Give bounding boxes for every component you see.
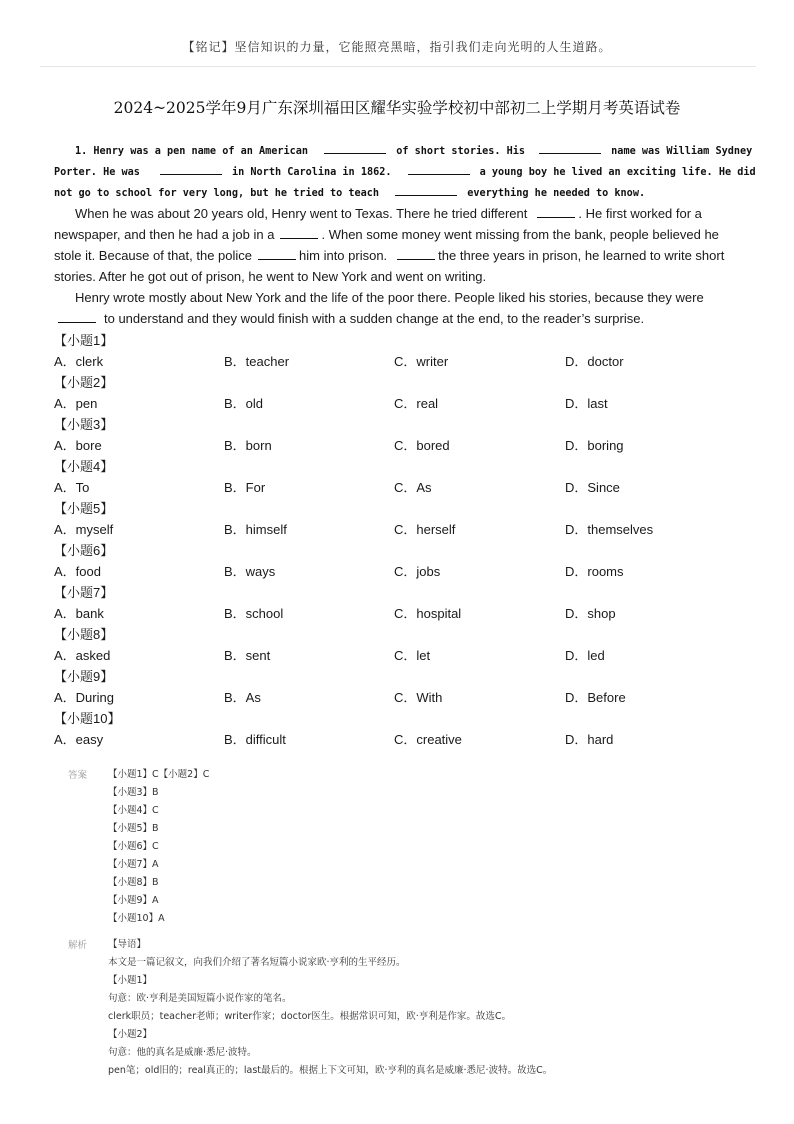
option-b[interactable]: B．himself [224,522,287,537]
option-a[interactable]: A．food [54,564,101,579]
question-label: 【小题2】 [54,375,114,390]
header-divider [40,66,756,67]
option-d[interactable]: D．shop [565,606,616,621]
answer-line: 【小题3】B [108,787,159,798]
option-a[interactable]: A．pen [54,396,98,411]
question-label: 【小题3】 [54,417,114,432]
option-d[interactable]: D．doctor [565,354,624,369]
passage-paragraph-1: When he was about 20 years old, Henry went to Texas. There he tried different . He first worked for a newspaper, and then he had a job in a . When some money went missing from the bank, people believed he stole it. Because of that, the police him into prison. the three years in prison, he learned to write short stories. After he got out of prison, he went to New York and went on writing. [54,206,725,284]
question-label: 【小题1】 [54,333,114,348]
option-d[interactable]: D．Before [565,690,626,705]
option-a[interactable]: A．asked [54,648,111,663]
option-d[interactable]: D．themselves [565,522,654,537]
option-c[interactable]: C．let [394,648,431,663]
option-b[interactable]: B．As [224,690,261,705]
answer-line: 【小题1】C【小题2】C [108,769,210,780]
question-label: 【小题10】 [54,711,121,726]
passage-paragraph-2: Henry wrote mostly about New York and the life of the poor there. People liked his stories, because they were to understand and they would finish with a sudden change at the end, to the reader’s surprise. [54,287,744,329]
answer-label: 答案 [68,770,88,781]
answer-line: 【小题10】A [108,913,165,924]
option-a[interactable]: A．bank [54,606,104,621]
option-c[interactable]: C．With [394,690,443,705]
analysis-line: 句意：他的真名是威廉·悉尼·波特。 [108,1047,257,1058]
analysis-line: 【导语】 [108,939,147,950]
option-b[interactable]: B．born [224,438,272,453]
question-label: 【小题6】 [54,543,114,558]
option-d[interactable]: D．rooms [565,564,624,579]
option-b[interactable]: B．sent [224,648,271,663]
answer-line: 【小题6】C [108,841,159,852]
option-b[interactable]: B．teacher [224,354,290,369]
question-label: 【小题7】 [54,585,114,600]
answer-line: 【小题7】A [108,859,159,870]
option-b[interactable]: B．For [224,480,266,495]
analysis-line: pen笔；old旧的；real真正的；last最后的。根据上下文可知，欧·亨利的真名是威廉·悉尼·波特。故选C。 [108,1065,553,1076]
option-a[interactable]: A．To [54,480,90,495]
question-label: 【小题9】 [54,669,114,684]
answer-line: 【小题8】B [108,877,159,888]
option-a[interactable]: A．During [54,690,114,705]
answer-line: 【小题9】A [108,895,159,906]
option-c[interactable]: C．writer [394,354,449,369]
answer-line: 【小题4】C [108,805,159,816]
option-a[interactable]: A．easy [54,732,104,747]
analysis-line: clerk职员；teacher老师；writer作家；doctor医生。根据常识可知，欧·亨利是作家。故选C。 [108,1011,511,1022]
question-label: 【小题5】 [54,501,114,516]
option-b[interactable]: B．difficult [224,732,286,747]
option-c[interactable]: C．real [394,396,439,411]
question-intro: 1. Henry was a pen name of an American of short stories. His name was William Sydney Porter. He was in North Carolina in 1862. a young boy he lived an exciting life. He did not go to school for very long, but he tried to teach everything he needed to know. [54,141,744,204]
option-a[interactable]: A．clerk [54,354,104,369]
analysis-line: 【小题2】 [108,1029,153,1040]
option-b[interactable]: B．school [224,606,284,621]
option-b[interactable]: B．ways [224,564,276,579]
option-b[interactable]: B．old [224,396,264,411]
option-d[interactable]: D．hard [565,732,614,747]
option-c[interactable]: C．hospital [394,606,462,621]
option-a[interactable]: A．bore [54,438,102,453]
answer-line: 【小题5】B [108,823,159,834]
option-c[interactable]: C．jobs [394,564,441,579]
option-c[interactable]: C．As [394,480,432,495]
option-d[interactable]: D．Since [565,480,620,495]
analysis-line: 句意：欧·亨利是美国短篇小说作家的笔名。 [108,993,292,1004]
page-title: 2024~2025学年9月广东深圳福田区耀华实验学校初中部初二上学期月考英语试卷 [113,99,681,117]
option-c[interactable]: C．bored [394,438,450,453]
analysis-line: 【小题1】 [108,975,153,986]
option-d[interactable]: D．last [565,396,608,411]
option-d[interactable]: D．led [565,648,605,663]
option-a[interactable]: A．myself [54,522,114,537]
question-label: 【小题8】 [54,627,114,642]
analysis-line: 本文是一篇记叙文，向我们介绍了著名短篇小说家欧·亨利的生平经历。 [108,957,406,968]
question-label: 【小题4】 [54,459,114,474]
option-c[interactable]: C．creative [394,732,462,747]
motto-header: 【铭记】坚信知识的力量，它能照亮黑暗，指引我们走向光明的人生道路。 [182,40,612,54]
option-c[interactable]: C．herself [394,522,456,537]
option-d[interactable]: D．boring [565,438,624,453]
analysis-label: 解析 [68,940,88,951]
